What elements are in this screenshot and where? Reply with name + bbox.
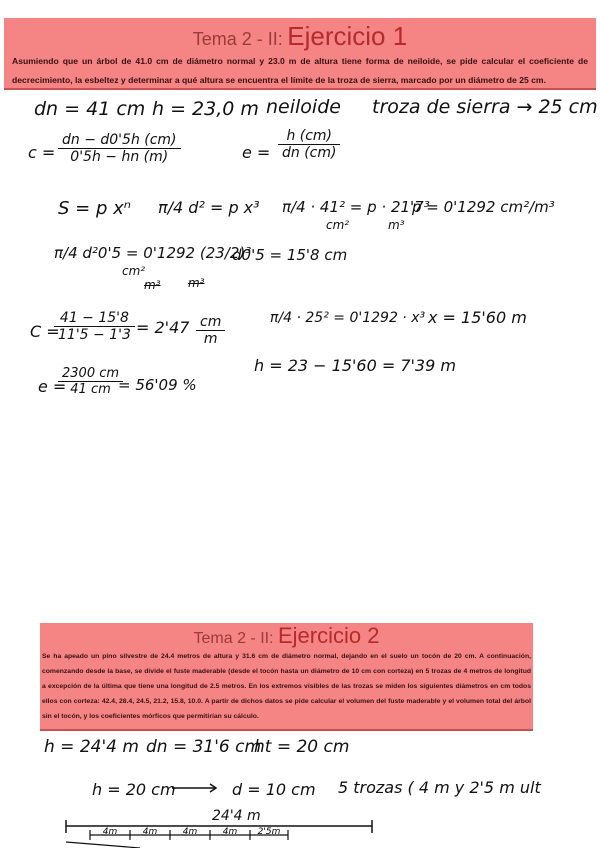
note-p-value: p = 0'1292 cm²/m³ [412,198,555,216]
note-pi4-25: π/4 · 25² = 0'1292 · x³ [270,310,426,326]
segment-label: 2'5m [257,827,281,837]
note-unit-m3-c: m³ [188,276,205,290]
note-c-calc-unit-den: m [203,331,218,347]
note2-d10: d = 10 cm [232,780,316,799]
segment-group [90,827,288,840]
note-e-calc-lhs: e = [38,377,67,396]
note-pi4-d2: π/4 d² = p x³ [158,198,260,217]
note-s-eq: S = p xⁿ [58,198,131,219]
note2-trozas: 5 trozas ( 4 m y 2'5 m ult [338,778,541,797]
note-e-calc-denominator: 41 cm [70,382,111,397]
note-pi4-41: π/4 · 41² = p · 21'7³ [282,198,430,216]
note-c-lhs: c = [28,143,56,162]
segment-label: 4m [102,827,118,837]
note-h-result: h = 23 − 15'60 = 7'39 m [254,356,456,375]
note-h: h = 23,0 m [152,98,259,120]
note-c-denominator: 0'5h − hn (m) [70,149,169,165]
exercise-2-title-prefix: Tema 2 - II: [193,630,274,647]
exercise-1-statement: Asumiendo que un árbol de 41.0 cm de diámetro normal y 23.0 m de altura tiene forma de neiloide, se pide calcular el coeficiente de decrecimiento, la esbeltez y determinar a qué altura se encuentra el límite de la troza de sierra, marcado por un diámetro de 25 cm. [12,56,588,85]
segment-label: 4m [182,827,198,837]
note-x-value: x = 15'60 m [428,308,527,327]
exercise-2-title-main: Ejercicio 2 [278,623,380,648]
segment-label: 4m [142,827,158,837]
note2-dn: dn = 31'6 cm [146,737,262,757]
note-e-lhs: e = [242,143,271,162]
note2-h: h = 24'4 m [44,737,139,757]
note-c-numerator: dn − d0'5h (cm) [58,132,181,149]
note-d05: d0'5 = 15'8 cm [232,246,348,264]
note-unit-cm2-b: cm² [122,264,146,278]
note-e-numerator: h (cm) [278,128,340,145]
exercise-1-title-prefix: Tema 2 - II: [192,29,283,49]
note-c-calc-result: = 2'47 [136,318,190,337]
segment-label: 4m [222,827,238,837]
note-troza: troza de sierra → 25 cm [372,96,598,118]
note2-ht: ht = 20 cm [254,737,350,757]
exercise-2-statement: Se ha apeado un pino silvestre de 24.4 metros de altura y 31.6 cm de diámetro normal, dejando en el suelo un tocón de 20 cm. A continuación, comenzando desde la base, se divide el fuste maderable (desde el tocón hasta un diámetro de 10 cm con corteza) en 5 trozas de 4 metros de longitud a excepción de la última que tiene una longitud de 2.5 metros. En los extremos visibles de las trozas se miden los siguientes diámetros en cm todos ellos con corteza: 42.4, 28.4, 24.5, 21.2, 15.8, 10.0. A partir de dichos datos se pide calcular el volumen del fuste maderable y el volumen total del árbol sin el tocón, y los coeficientes mórficos que permitirían su cálculo. [42,653,531,720]
note-unit-m3: m³ [388,218,405,232]
note-unit-m3-b: m³ [144,278,161,292]
note2-h20: h = 20 cm [92,780,176,799]
note-dn: dn = 41 cm [34,98,146,120]
note2-total-length: 24'4 m [212,808,261,824]
exercise-1-title-main: Ejercicio 1 [287,21,408,51]
note-e-calc-result: = 56'09 % [118,376,197,394]
note-c-calc-lhs: C = [30,322,60,341]
note-e-denominator: dn (cm) [282,145,337,161]
note-c-calc-unit-num: cm [196,314,225,331]
note-c-calc-denominator: 11'5 − 1'3 [58,327,131,343]
log-outline [66,842,140,848]
note-unit-cm2: cm² [326,218,350,232]
note-pi4-d05: π/4 d²0'5 = 0'1292 (23/2)³ [54,244,252,262]
note-neiloide: neiloide [266,96,341,118]
note-e-calc-numerator: 2300 cm [58,366,123,382]
note-c-calc-numerator: 41 − 15'8 [54,310,135,327]
